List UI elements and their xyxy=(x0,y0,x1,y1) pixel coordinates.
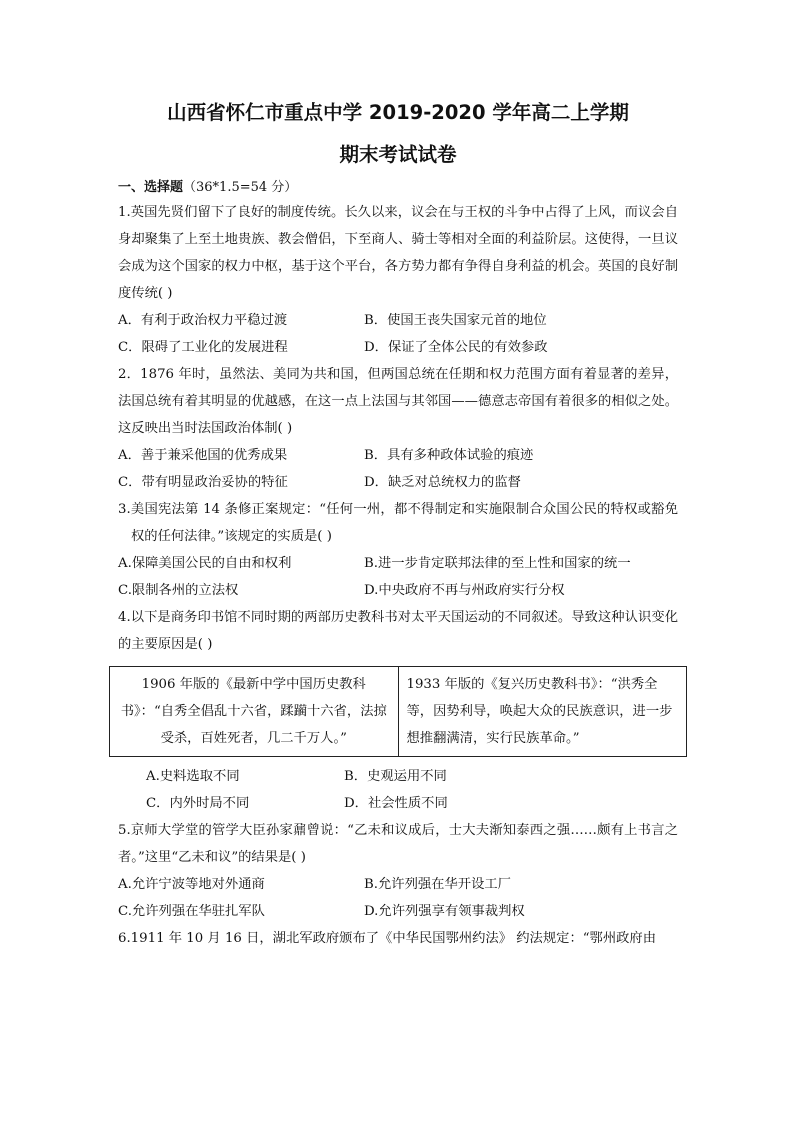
exam-title-line2: 期末考试试卷 xyxy=(339,143,457,166)
question-2-options-row1 xyxy=(118,442,678,469)
question-5-options-row2 xyxy=(118,898,678,925)
section-score: （36*1.5=54 分） xyxy=(183,180,298,195)
option-a: A．有利于政治权力平稳过渡 xyxy=(118,313,288,328)
option-d: D．保证了全体公民的有效参政 xyxy=(364,340,548,355)
question-3-stem: 3.美国宪法第 14 条修正案规定：“任何一州，都不得制定和实施限制合众国公民的特权或豁免权的任何法律。”该规定的实质是( ) xyxy=(118,502,678,544)
option-b: B.允许列强在华开设工厂 xyxy=(364,877,511,892)
option-d: D.中央政府不再与州政府实行分权 xyxy=(364,583,565,598)
option-d: D.允许列强享有领事裁判权 xyxy=(364,904,525,919)
option-d: D．社会性质不同 xyxy=(344,796,448,811)
question-1-stem: 1.英国先贤们留下了良好的制度传统。长久以来，议会在与王权的斗争中占得了上风，而议会自身却聚集了上至土地贵族、教会僧侣，下至商人、骑士等相对全面的利益阶层。这使得，一旦议会成为这个国家的权力中枢，基于这个平台，各方势力都有争得自身利益的机会。英国的良好制度传统( ) xyxy=(118,205,678,301)
question-3-options-row1 xyxy=(118,550,678,577)
option-c: C．内外时局不同 xyxy=(146,796,250,811)
option-b: B．使国王丧失国家元首的地位 xyxy=(364,313,547,328)
option-c: C．带有明显政治妥协的特征 xyxy=(118,475,288,490)
option-a: A.允许宁波等地对外通商 xyxy=(118,877,265,892)
option-a: A.保障美国公民的自由和权利 xyxy=(118,556,292,571)
table-cell-1906: 1906 年版的《最新中学中国历史教科书》：“自秀全倡乱十六省，蹂躏十六省，法掠受杀，百姓死者，几二千万人。” xyxy=(110,667,399,757)
section-label: 一、选择题 xyxy=(118,180,184,195)
option-a: A.史料选取不同 xyxy=(146,769,240,784)
question-1-options-row1 xyxy=(118,307,678,334)
section-heading xyxy=(118,177,678,199)
exam-title-line1: 山西省怀仁市重点中学 2019-2020 学年高二上学期 xyxy=(167,101,629,124)
question-5-options-row1 xyxy=(118,871,678,898)
question-4-options-row1 xyxy=(118,763,678,790)
option-c: C.允许列强在华驻扎军队 xyxy=(118,904,265,919)
question-5-stem: 5.京师大学堂的管学大臣孙家鼐曾说：“乙未和议成后，士大夫渐知泰西之强……颇有上书言之者。”这里“乙未和议”的结果是( ) xyxy=(118,823,678,865)
question-4-options-row2 xyxy=(118,790,678,817)
option-d: D．缺乏对总统权力的监督 xyxy=(364,475,521,490)
question-2-stem: 2．1876 年时，虽然法、美同为共和国，但两国总统在任期和权力范围方面有着显著的差异，法国总统有着其明显的优越感，在这一点上法国与其邻国——德意志帝国有着很多的相似之处。这反映出当时法国政治体制( ) xyxy=(118,367,678,436)
option-b: B．具有多种政体试验的痕迹 xyxy=(364,448,534,463)
quote-table xyxy=(109,666,687,757)
table-cell-1933: 1933 年版的《复兴历史教科书》：“洪秀全等，因势利导，唤起大众的民族意识，进一步想推翻满清，实行民族革命。” xyxy=(398,667,687,757)
option-c: C．限碍了工业化的发展进程 xyxy=(118,340,288,355)
exam-page xyxy=(118,96,678,952)
option-b: B.进一步肯定联邦法律的至上性和国家的统一 xyxy=(364,556,631,571)
question-2-options-row2 xyxy=(118,469,678,496)
question-1-options-row2 xyxy=(118,334,678,361)
question-6-stem: 6.1911 年 10 月 16 日，湖北军政府颁布了《中华民国鄂州约法》 约法规定：“鄂州政府由 xyxy=(118,931,657,946)
question-4-stem: 4.以下是商务印书馆不同时期的两部历史教科书对太平天国运动的不同叙述。导致这种认识变化的主要原因是( ) xyxy=(118,610,678,652)
option-a: A．善于兼采他国的优秀成果 xyxy=(118,448,288,463)
option-c: C.限制各州的立法权 xyxy=(118,583,239,598)
question-3-options-row2 xyxy=(118,577,678,604)
table-row xyxy=(110,667,687,757)
option-b: B．史观运用不同 xyxy=(344,769,447,784)
